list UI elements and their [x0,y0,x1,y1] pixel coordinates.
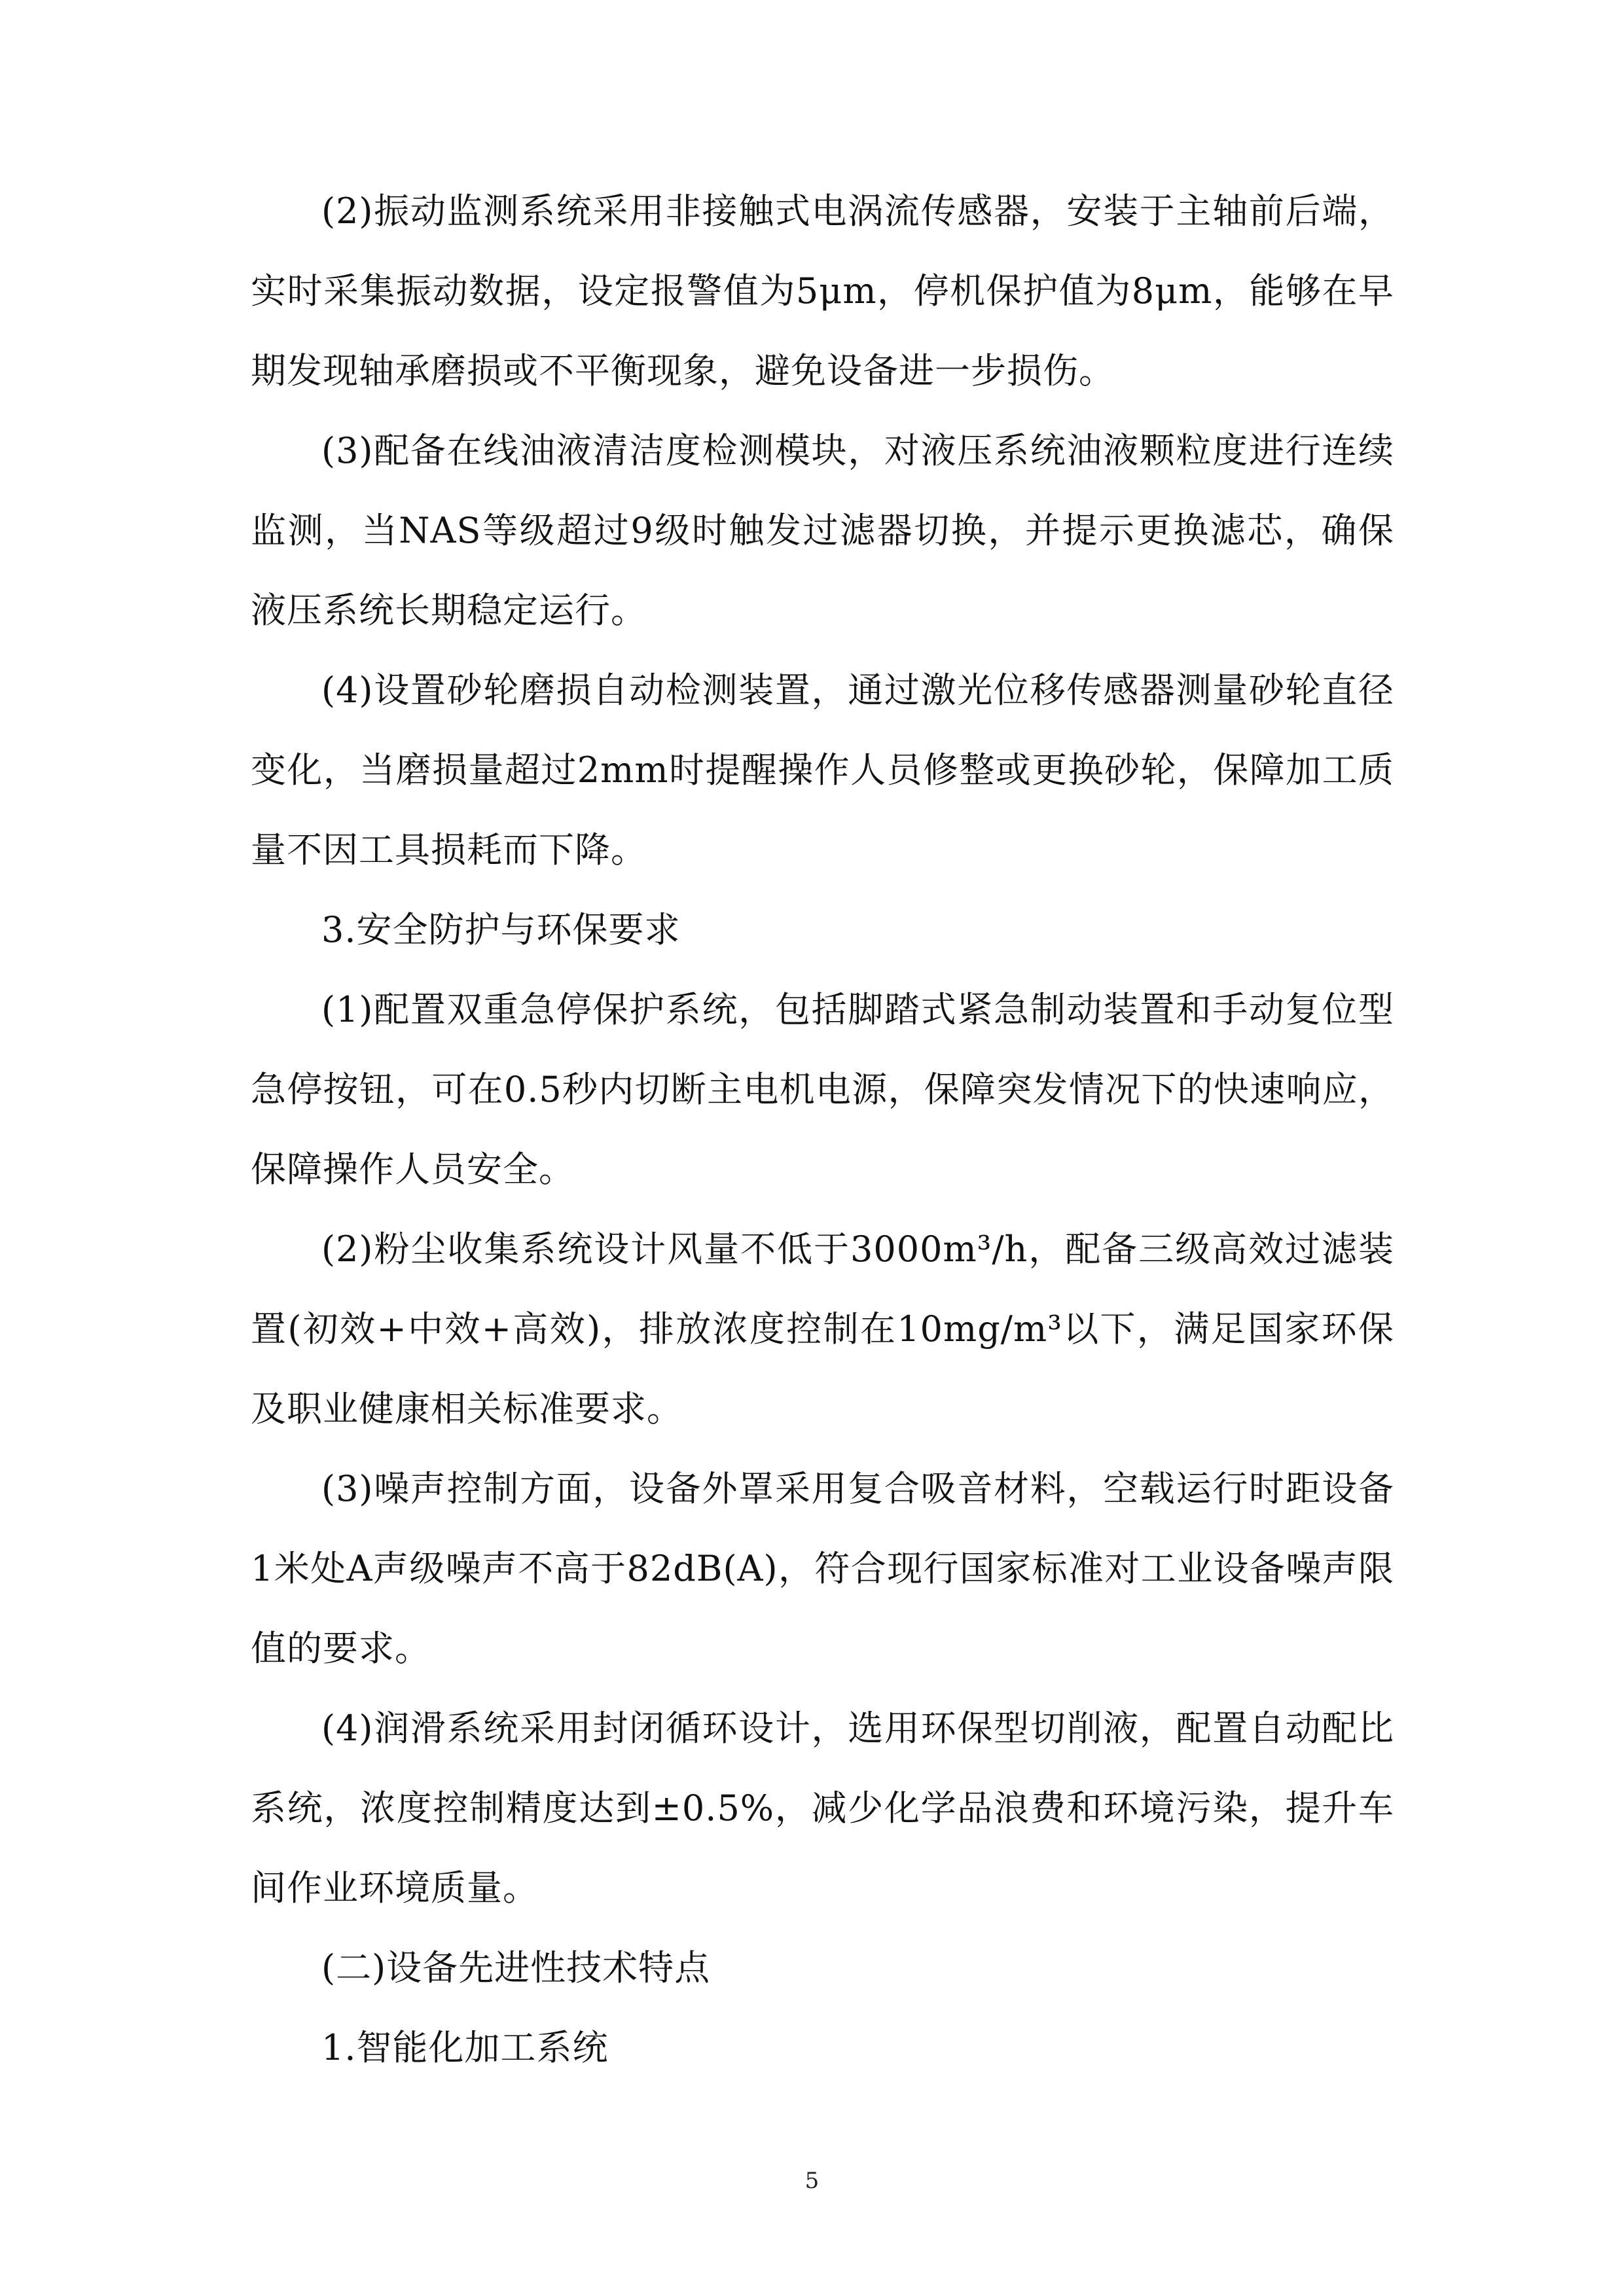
subsection-heading-intelligent-machining: 1.智能化加工系统 [321,2027,609,2068]
page-number: 5 [804,2168,820,2194]
paragraph-noise-control: (3)噪声控制方面，设备外罩采用复合吸音材料，空载运行时距设备1米处A声级噪声不高于82dB(A)，符合现行国家标准对工业设备噪声限值的要求。 [251,1468,1394,1669]
body-text [251,171,1394,2088]
paragraph-oil-cleanliness: (3)配备在线油液清洁度检测模块，对液压系统油液颗粒度进行连续监测，当NAS等级超过9级时触发过滤器切换，并提示更换滤芯，确保液压系统长期稳定运行。 [251,430,1394,631]
paragraph-vibration-monitoring: (2)振动监测系统采用非接触式电涡流传感器，安装于主轴前后端，实时采集振动数据，设定报警值为5μm，停机保护值为8μm，能够在早期发现轴承磨损或不平衡现象，避免设备进一步损伤。 [251,190,1394,391]
paragraph-lubrication: (4)润滑系统采用封闭循环设计，选用环保型切削液，配置自动配比系统，浓度控制精度达到±0.5%，减少化学品浪费和环境污染，提升车间作业环境质量。 [251,1708,1394,1909]
paragraph-dust-collection: (2)粉尘收集系统设计风量不低于3000m³/h，配备三级高效过滤装置(初效+中效+高效)，排放浓度控制在10mg/m³以下，满足国家环保及职业健康相关标准要求。 [251,1229,1394,1429]
paragraph-emergency-stop: (1)配置双重急停保护系统，包括脚踏式紧急制动装置和手动复位型急停按钮，可在0.5秒内切断主电机电源，保障突发情况下的快速响应，保障操作人员安全。 [251,989,1394,1190]
section-heading-advanced-features: (二)设备先进性技术特点 [321,1947,711,1988]
paragraph-wheel-wear-detection: (4)设置砂轮磨损自动检测装置，通过激光位移传感器测量砂轮直径变化，当磨损量超过2mm时提醒操作人员修整或更换砂轮，保障加工质量不因工具损耗而下降。 [251,670,1394,870]
section-heading-safety-environment: 3.安全防护与环保要求 [321,909,681,950]
